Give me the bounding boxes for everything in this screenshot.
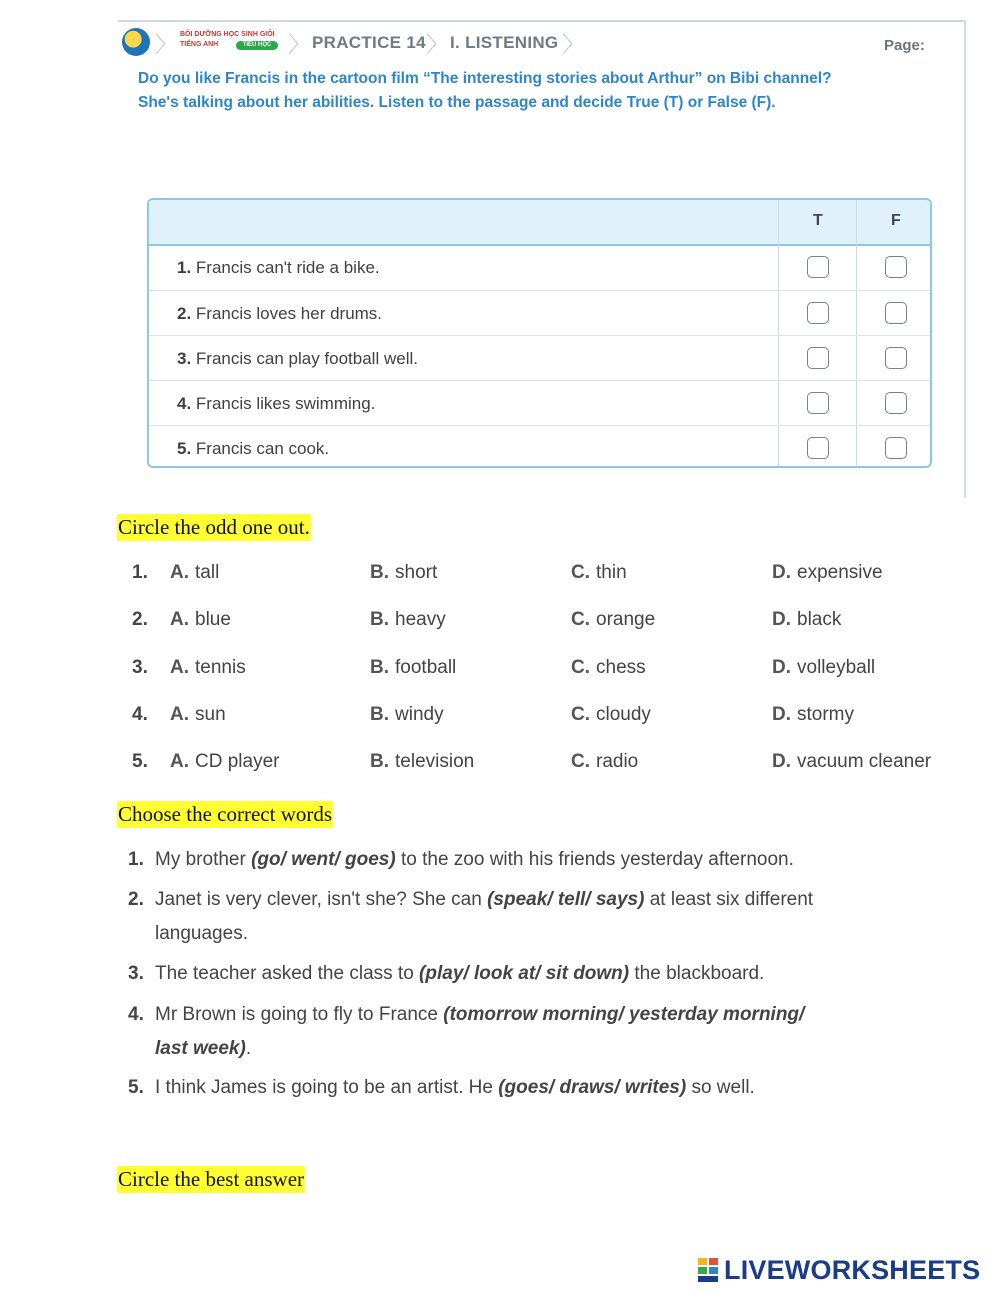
item-number: 3. xyxy=(132,657,148,678)
false-checkbox[interactable] xyxy=(885,437,907,459)
option-letter: C. xyxy=(571,562,590,583)
table-row xyxy=(149,380,930,426)
word-choices[interactable]: (tomorrow morning/ yesterday morning/ xyxy=(443,1004,805,1025)
option-text: black xyxy=(797,609,842,630)
option-text: football xyxy=(395,657,457,678)
chevron-right-icon: 〉 xyxy=(562,33,585,58)
option-text: sun xyxy=(195,704,226,725)
odd-one-out-title: Circle the odd one out. xyxy=(118,515,310,539)
option-c[interactable] xyxy=(571,751,638,773)
option-c[interactable] xyxy=(571,609,655,631)
true-checkbox[interactable] xyxy=(807,256,829,278)
section-label: I. LISTENING xyxy=(450,33,559,52)
option-text: radio xyxy=(596,751,639,772)
false-checkbox[interactable] xyxy=(885,302,907,324)
word-choices[interactable]: (go/ went/ goes) xyxy=(251,849,396,870)
item-text-pre: Janet is very clever, isn't she? She can xyxy=(155,889,488,910)
option-a[interactable] xyxy=(170,704,226,726)
row-statement: Francis can cook. xyxy=(195,439,330,458)
school-logo-icon xyxy=(122,28,150,56)
item-text-post: to the zoo with his friends yesterday afternoon. xyxy=(395,849,794,870)
odd-one-out-item xyxy=(0,609,1000,639)
option-letter: B. xyxy=(370,704,389,725)
row-number: 3. xyxy=(177,349,192,368)
logo-line2: TIẾNG ANH xyxy=(180,41,219,48)
option-letter: C. xyxy=(571,704,590,725)
liveworksheets-logo-icon xyxy=(698,1258,720,1282)
word-choices[interactable]: (goes/ draws/ writes) xyxy=(498,1077,687,1098)
option-text: tall xyxy=(195,562,220,583)
word-choices[interactable]: (speak/ tell/ says) xyxy=(487,889,645,910)
option-d[interactable] xyxy=(772,657,875,679)
option-text: thin xyxy=(596,562,627,583)
option-a[interactable] xyxy=(170,562,219,584)
chevron-right-icon: 〉 xyxy=(288,33,311,58)
option-text: volleyball xyxy=(797,657,876,678)
option-text: heavy xyxy=(395,609,446,630)
table-row xyxy=(149,335,930,381)
odd-one-out-item xyxy=(0,704,1000,734)
practice-label: PRACTICE 14 xyxy=(312,33,426,52)
header-t: T xyxy=(813,212,823,229)
item-number: 1. xyxy=(128,849,144,870)
item-text-continued: languages. xyxy=(155,923,248,944)
item-number: 1. xyxy=(132,562,148,583)
intro-line2: She's talking about her abilities. Listen to the passage and decide True (T) or False (F). xyxy=(138,94,776,111)
option-letter: C. xyxy=(571,609,590,630)
item-text-pre: I think James is going to be an artist. He xyxy=(155,1077,499,1098)
option-letter: A. xyxy=(170,704,189,725)
liveworksheets-brand[interactable]: LIVEWORKSHEETS xyxy=(724,1255,981,1285)
chevron-right-icon: 〉 xyxy=(426,33,449,58)
true-checkbox[interactable] xyxy=(807,302,829,324)
item-text-pre: The teacher asked the class to xyxy=(155,963,420,984)
true-checkbox[interactable] xyxy=(807,392,829,414)
option-letter: C. xyxy=(571,657,590,678)
option-letter: B. xyxy=(370,609,389,630)
option-a[interactable] xyxy=(170,657,246,679)
odd-one-out-item xyxy=(0,657,1000,687)
table-row xyxy=(149,245,930,290)
item-text-pre: Mr Brown is going to fly to France xyxy=(155,1004,444,1025)
option-letter: D. xyxy=(772,657,791,678)
option-letter: B. xyxy=(370,657,389,678)
option-text: CD player xyxy=(195,751,280,772)
item-text-post: . xyxy=(245,1038,252,1059)
odd-one-out-item xyxy=(0,751,1000,781)
option-d[interactable] xyxy=(772,704,854,726)
option-b[interactable] xyxy=(370,562,437,584)
false-checkbox[interactable] xyxy=(885,347,907,369)
option-letter: A. xyxy=(170,609,189,630)
word-choices-continued[interactable]: last week) xyxy=(155,1038,246,1059)
option-c[interactable] xyxy=(571,657,646,679)
true-checkbox[interactable] xyxy=(807,347,829,369)
row-statement: Francis loves her drums. xyxy=(195,304,383,323)
row-number: 2. xyxy=(177,304,192,323)
option-letter: D. xyxy=(772,704,791,725)
page-label: Page: xyxy=(884,37,925,54)
header-f: F xyxy=(891,212,901,229)
option-letter: B. xyxy=(370,562,389,583)
listening-instructions xyxy=(138,67,948,115)
row-number: 5. xyxy=(177,439,192,458)
row-statement: Francis likes swimming. xyxy=(195,394,376,413)
choose-words-item xyxy=(128,957,958,991)
chevron-right-icon: 〉 xyxy=(155,33,178,58)
row-number: 1. xyxy=(177,258,192,277)
table-row xyxy=(149,290,930,336)
item-text-post: so well. xyxy=(686,1077,755,1098)
item-text-post: the blackboard. xyxy=(629,963,765,984)
option-d[interactable] xyxy=(772,562,883,584)
option-d[interactable] xyxy=(772,609,841,631)
item-number: 5. xyxy=(132,751,148,772)
option-c[interactable] xyxy=(571,704,651,726)
true-checkbox[interactable] xyxy=(807,437,829,459)
true-false-table xyxy=(147,198,932,468)
option-text: orange xyxy=(596,609,656,630)
choose-words-item xyxy=(128,998,958,1066)
choose-words-item xyxy=(128,883,958,951)
option-letter: D. xyxy=(772,751,791,772)
option-text: cloudy xyxy=(596,704,651,725)
item-text-post: at least six different xyxy=(644,889,814,910)
item-number: 5. xyxy=(128,1077,144,1098)
option-text: expensive xyxy=(797,562,883,583)
option-letter: A. xyxy=(170,562,189,583)
option-b[interactable] xyxy=(370,657,456,679)
option-text: windy xyxy=(395,704,444,725)
option-a[interactable] xyxy=(170,609,231,631)
item-number: 2. xyxy=(132,609,148,630)
row-statement: Francis can't ride a bike. xyxy=(195,258,380,277)
option-text: short xyxy=(395,562,438,583)
choose-words-item xyxy=(128,1071,958,1105)
row-statement: Francis can play football well. xyxy=(195,349,418,368)
option-a[interactable] xyxy=(170,751,279,773)
option-text: blue xyxy=(195,609,231,630)
option-d[interactable] xyxy=(772,751,931,773)
option-letter: D. xyxy=(772,562,791,583)
option-text: chess xyxy=(596,657,646,678)
option-b[interactable] xyxy=(370,609,446,631)
table-row xyxy=(149,425,930,468)
item-number: 4. xyxy=(132,704,148,725)
header-divider xyxy=(964,20,966,498)
false-checkbox[interactable] xyxy=(885,392,907,414)
item-number: 4. xyxy=(128,1004,144,1025)
option-b[interactable] xyxy=(370,751,474,773)
option-letter: C. xyxy=(571,751,590,772)
option-text: stormy xyxy=(797,704,854,725)
option-text: vacuum cleaner xyxy=(797,751,932,772)
best-answer-title: Circle the best answer xyxy=(118,1167,305,1191)
option-text: tennis xyxy=(195,657,246,678)
logo-pill: TIỂU HỌC xyxy=(236,41,278,50)
option-c[interactable] xyxy=(571,562,627,584)
intro-line1: Do you like Francis in the cartoon film “The interesting stories about Arthur” on Bibi channel? xyxy=(138,70,832,87)
option-letter: D. xyxy=(772,609,791,630)
word-choices[interactable]: (play/ look at/ sit down) xyxy=(419,963,630,984)
choose-words-title: Choose the correct words xyxy=(118,802,333,826)
item-number: 3. xyxy=(128,963,144,984)
option-letter: B. xyxy=(370,751,389,772)
logo-line1: BỒI DƯỠNG HỌC SINH GIỎI xyxy=(180,31,275,38)
option-letter: A. xyxy=(170,657,189,678)
item-text-pre: My brother xyxy=(155,849,252,870)
option-letter: A. xyxy=(170,751,189,772)
option-text: television xyxy=(395,751,475,772)
row-number: 4. xyxy=(177,394,192,413)
choose-words-item xyxy=(128,843,958,877)
item-number: 2. xyxy=(128,889,144,910)
odd-one-out-item xyxy=(0,562,1000,592)
false-checkbox[interactable] xyxy=(885,256,907,278)
option-b[interactable] xyxy=(370,704,444,726)
